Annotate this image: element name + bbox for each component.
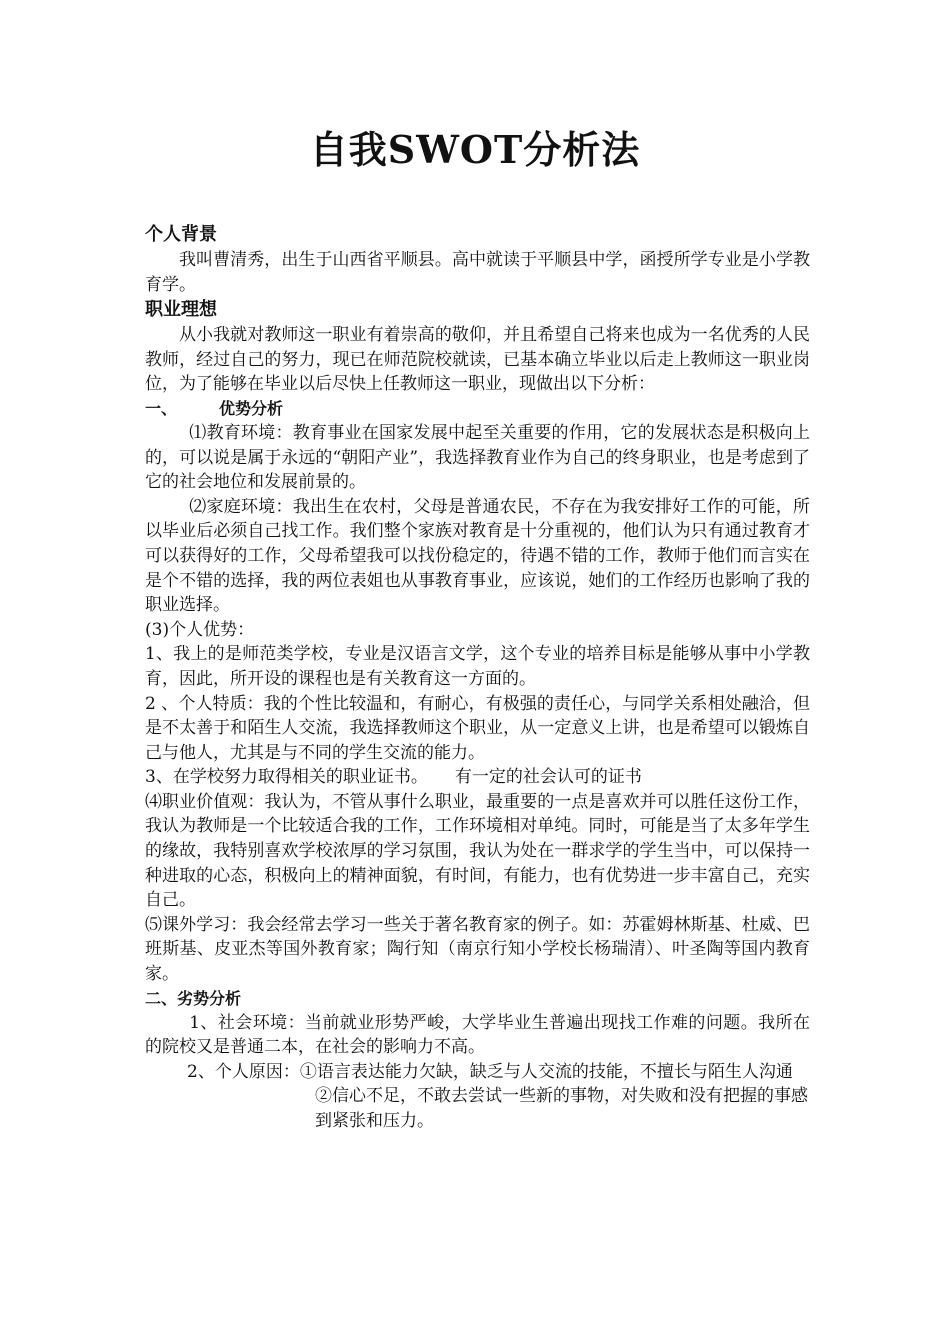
section-heading-strengths — [145, 397, 810, 421]
background-paragraph: 我叫曹清秀，出生于山西省平顺县。高中就读于平顺县中学，函授所学专业是小学教育学。 — [145, 250, 810, 295]
weaknesses-social-env: 1、社会环境：当前就业形势严峻，大学毕业生普遍出现找工作难的问题。我所在的院校又是普通二本，在社会的影响力不高。 — [145, 1012, 810, 1058]
strengths-title: 优势分析 — [219, 398, 284, 418]
weaknesses-personal-reason-1 — [145, 1060, 810, 1085]
weaknesses-personal-item-1: ①语言表达能力欠缺，缺乏与人交流的技能，不擅长与陌生人沟通 — [299, 1061, 793, 1082]
section-heading-weaknesses: 二、劣势分析 — [145, 988, 242, 1008]
section-heading-ideal: 职业理想 — [145, 299, 217, 321]
strengths-personal-label: (3)个人优势： — [145, 619, 255, 640]
ideal-paragraph: 从小我就对教师这一职业有着崇高的敬仰，并且希望自己将来也成为一名优秀的人民教师，经过自己的努力，现已在师范院校就读，已基本确立毕业以后走上教师这一职业岗位，为了能够在毕业以后尽快上任教师这一职业，现做出以下分析： — [145, 325, 810, 395]
weaknesses-personal-item-2: ②信心不足，不敢去尝试一些新的事物，对失败和没有把握的事感到紧张和压力。 — [315, 1086, 808, 1131]
strengths-education-env: ⑴教育环境：教育事业在国家发展中起至关重要的作用，它的发展状态是积极向上的，可以说是属于永远的“朝阳产业”，我选择教育业作为自己的终身职业，也是考虑到了它的社会地位和发展前景的。 — [145, 422, 810, 493]
strengths-personal-item-2: 2 、个人特质：我的个性比较温和，有耐心，有极强的责任心，与同学关系相处融洽，但是不太善于和陌生人交流，我选择教师这个职业，从一定意义上讲，也是希望可以锻炼自己与他人，尤其是与不同的学生交流的能力。 — [145, 693, 810, 763]
strengths-number: 一、 — [145, 398, 178, 418]
strengths-personal-item-1: 1、我上的是师范类学校，专业是汉语言文学，这个专业的培养目标是能够从事中小学教育，因此，所开设的课程也是有关教育这一方面的。 — [145, 644, 810, 689]
document-title: 自我SWOT分析法 — [309, 127, 641, 172]
strengths-extracurricular: ⑸课外学习：我会经常去学习一些关于著名教育家的例子。如：苏霍姆林斯基、杜威、巴班斯基、皮亚杰等国外教育家；陶行知（南京行知小学校长杨瑞清）、叶圣陶等国内教育家。 — [145, 914, 810, 985]
strengths-career-values: ⑷职业价值观：我认为，不管从事什么职业，最重要的一点是喜欢并可以胜任这份工作，我认为教师是一个比较适合我的工作，工作环境相对单纯。同时，可能是当了太多年学生的缘故，我特别喜欢学校浓厚的学习氛围，我认为处在一群求学的学生当中，可以保持一种进取的心态，积极向上的精神面貌，有时间，有能力，也有优势进一步丰富自己，充实自己。 — [145, 791, 810, 911]
document-body — [145, 222, 810, 1134]
section-heading-background: 个人背景 — [145, 224, 217, 245]
strengths-family-env: ⑵家庭环境：我出生在农村，父母是普通农民，不存在为我安排好工作的可能，所以毕业后必须自己找工作。我们整个家族对教育是十分重视的，他们认为只有通过教育才可以获得好的工作，父母希望我可以找份稳定的，待遇不错的工作，教师于他们而言实在是个不错的选择，我的两位表姐也从事教育事业，应该说，她们的工作经历也影响了我的职业选择。 — [145, 496, 810, 616]
weaknesses-personal-lead: 2、个人原因： — [187, 1061, 300, 1082]
strengths-personal-item-3: 3、在学校努力取得相关的职业证书。 有一定的社会认可的证书 — [145, 767, 642, 788]
weaknesses-personal-reason-2 — [145, 1084, 810, 1133]
